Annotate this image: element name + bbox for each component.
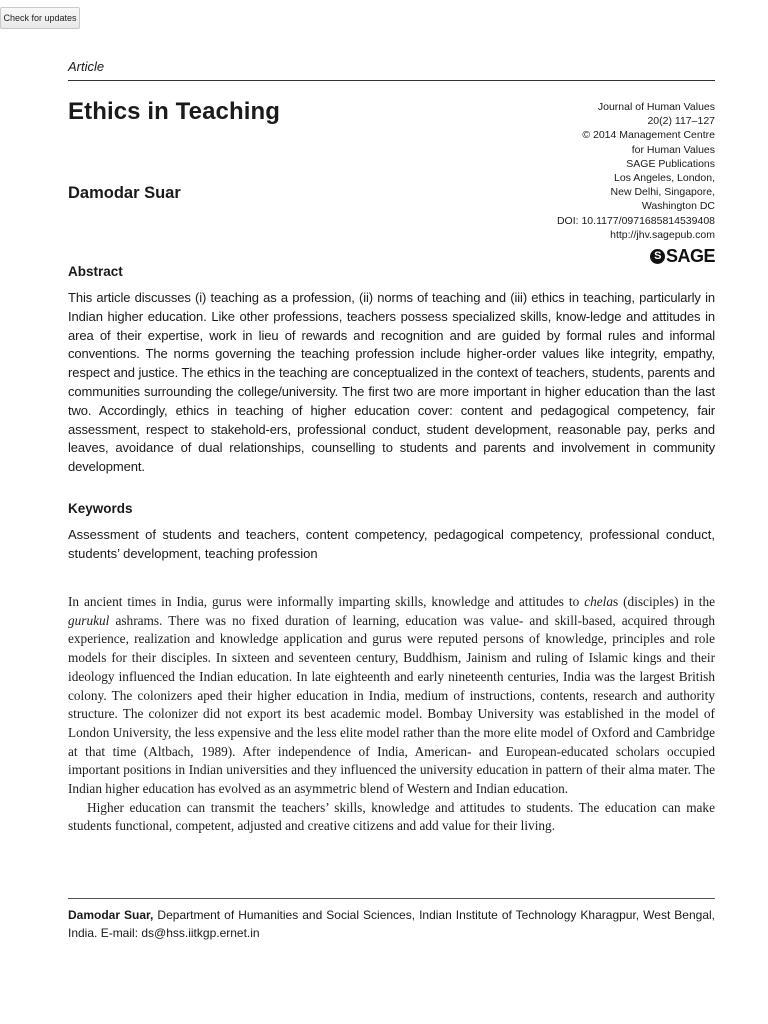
body-text-segment: s (disciples) in the [612, 594, 715, 609]
copyright-line-2: for Human Values [631, 143, 715, 156]
sage-logo [650, 245, 715, 267]
footnote-divider [68, 898, 715, 899]
publisher-location-1: Los Angeles, London, [613, 172, 715, 185]
body-paragraph [68, 593, 715, 799]
check-for-updates-button[interactable]: Check for updates [0, 7, 80, 29]
footnote-affiliation: Department of Humanities and Social Sciences, Indian Institute of Technology Kharagpur, West Bengal, India. E-mail: ds@hss.iitkgp.ernet.in [68, 908, 716, 940]
body-paragraph: Higher education can transmit the teachers’ skills, knowledge and attitudes to students. The education can make students functional, competent, adjusted and creative citizens and add value for their living. [68, 799, 715, 834]
journal-info-block [557, 100, 715, 242]
publisher-location-2: New Delhi, Singapore, [610, 186, 715, 199]
article-title: Ethics in Teaching [68, 98, 281, 125]
abstract-text: This article discusses (i) teaching as a profession, (ii) norms of teaching and (iii) ethics in teaching, particularly in Indian higher education. Like other professions, teachers possess specialized skills, know-ledge and attitudes in area of their expertise, work in lieu of rewards and recognition and are guided by formal rules and informal conventions. The norms governing the teaching profession include higher-order values like integrity, empathy, respect and justice. The ethics in the teaching are conceptualized in the context of teachers, students, parents and communities surrounding the college/university. The first two are more important in higher education than the last two. Accordingly, ethics in teaching of higher education cover: content and pedagogical competency, fair assessment, respect to stakehold-ers, professional conduct, student development, reasonable pay, perks and leaves, avoidance of dual relationships, counselling to students and parents and involvement in community development. [68, 290, 715, 475]
footnote-author-name: Damodar Suar, [68, 908, 154, 922]
article-body [68, 593, 715, 836]
journal-volume: 20(2) 117–127 [647, 115, 715, 128]
author-name: Damodar Suar [68, 184, 181, 202]
copyright-line: © 2014 Management Centre [582, 129, 715, 142]
body-text-segment: ashrams. There was no fixed duration of learning, education was value- and skill-based, acquired through experience, realization and knowledge application and gurus were reputed persons of knowledge, principles and role models for their disciples. In sixteen and seventeen century, Buddhism, Jainism and ruling of Islamic kings and their ideology influenced the Indian education. In late eighteenth and early nineteenth centuries, India was the largest British colony. The colonizers aped their higher education in India, medium of instructions, contents, research and authority structure. The colonizer did not export its best academic model. Bombay University was established in the model of London University, the less expensive and the less elite model rather than the more elite model of Oxford and Cambridge at that time (Altbach, 1989). After independence of India, American- and European-educated scholars occupied important positions in Indian universities and they influenced the university education in pattern of their alma mater. The Indian higher education has evolved as an asymmetric blend of Western and Indian education. [68, 612, 715, 797]
body-text-segment: In ancient times in India, gurus were informally imparting skills, knowledge and attitudes to [68, 594, 585, 609]
publisher-name: SAGE Publications [626, 157, 715, 170]
term-gurukul: gurukul [68, 612, 110, 628]
author-footnote [68, 906, 715, 942]
header-divider [68, 80, 715, 81]
article-type-label: Article [68, 59, 105, 74]
journal-url-link[interactable]: http://jhv.sagepub.com [610, 228, 715, 241]
term-chela: chela [584, 594, 613, 609]
journal-name: Journal of Human Values [597, 101, 715, 113]
sage-logo-mark-icon: S [650, 249, 665, 264]
keywords-text: Assessment of students and teachers, content competency, pedagogical competency, professional conduct, students’ development, teaching profession [68, 527, 715, 561]
sage-logo-text: SAGE [665, 245, 715, 266]
doi-line[interactable]: DOI: 10.1177/0971685814539408 [556, 214, 715, 227]
abstract-heading: Abstract [68, 264, 123, 279]
keywords-heading: Keywords [68, 501, 133, 516]
publisher-location-3: Washington DC [641, 200, 715, 213]
